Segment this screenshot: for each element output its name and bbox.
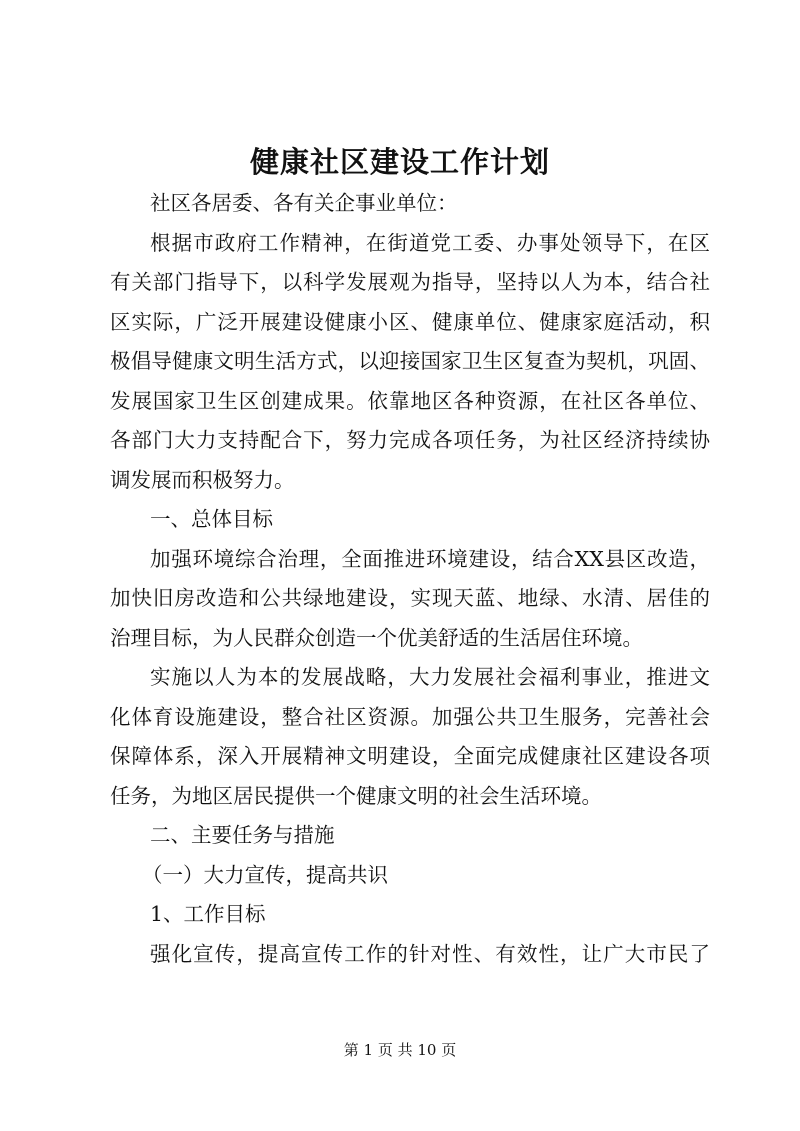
paragraph-line: 化体育设施建设，整合社区资源。加强公共卫生服务，完善社会	[110, 704, 710, 729]
subsection-heading: （一）大力宣传，提高共识	[142, 862, 388, 887]
paragraph-line: 实施以人为本的发展战略，大力发展社会福利事业，推进文	[150, 665, 710, 689]
paragraph-line: 强化宣传，提高宣传工作的针对性、有效性，让广大市民了	[150, 941, 710, 966]
section-heading: 一、总体目标	[150, 507, 273, 531]
paragraph-line: 区实际，广泛开展建设健康小区、健康单位、健康家庭活动，积	[110, 309, 710, 334]
paragraph-line: 根据市政府工作精神，在街道党工委、办事处领导下，在区	[150, 230, 710, 255]
paragraph-line: 极倡导健康文明生活方式，以迎接国家卫生区复查为契机，巩固、	[110, 349, 710, 373]
document-body	[110, 184, 710, 974]
paragraph-line: 任务，为地区居民提供一个健康文明的社会生活环境。	[110, 783, 602, 808]
salutation-line: 社区各居委、各有关企事业单位：	[150, 191, 458, 215]
paragraph-line: 治理目标，为人民群众创造一个优美舒适的生活居住环境。	[110, 625, 643, 650]
paragraph-line: 各部门大力支持配合下，努力完成各项任务，为社区经济持续协	[110, 428, 710, 452]
paragraph-line: 保障体系，深入开展精神文明建设，全面完成健康社区建设各项	[110, 744, 710, 768]
document-title: 健康社区建设工作计划	[249, 145, 550, 179]
item-heading: 1、工作目标	[150, 902, 266, 926]
paragraph-line: 有关部门指导下，以科学发展观为指导，坚持以人为本，结合社	[110, 270, 710, 294]
paragraph-line: 加强环境综合治理，全面推进环境建设，结合XX县区改造，	[150, 546, 710, 571]
paragraph-line: 加快旧房改造和公共绿地建设，实现天蓝、地绿、水清、居佳的	[110, 586, 710, 610]
paragraph-line: 调发展而积极努力。	[110, 467, 295, 492]
section-heading: 二、主要任务与措施	[150, 823, 335, 847]
paragraph-line: 发展国家卫生区创建成果。依靠地区各种资源，在社区各单位、	[110, 388, 710, 413]
page-number-footer: 第 1 页 共 10 页	[343, 1041, 457, 1059]
